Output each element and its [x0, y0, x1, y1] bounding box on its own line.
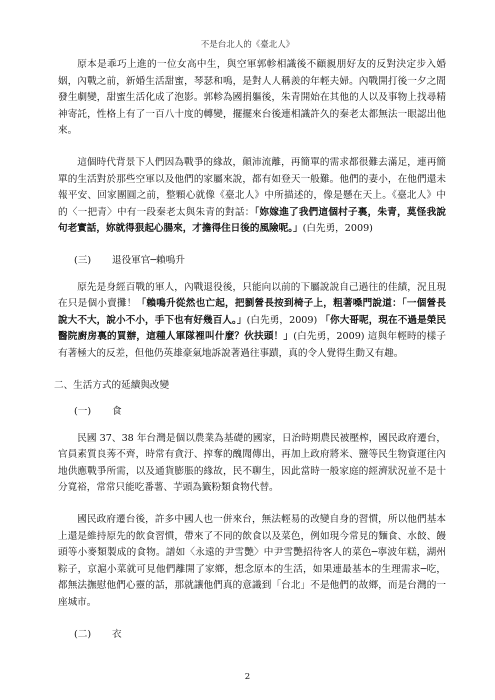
- paragraph-food-habits: 國民政府遷台後，許多中國人也一併來台，無法輕易的改變自身的習慣，所以他們基本上還是維持原先的飲食習慣，帶來了不同的飲食以及菜色，例如現今常見的麵食、水餃、饅頭等小麥類製成的食物。譜如〈永遠的尹雪艷〉中尹雪艷招待客人的菜色─寧波年糕，湖州粽子，京滬小菜就可見他們離開了家鄉，想念原本的生活，如果連最基本的生理需求─吃，都無法撫慰他們心靈的話，那就讓他們真的意識到「台北」不是他們的故鄉，而是台灣的一座城市。: [58, 514, 446, 609]
- page-content: [54, 57, 447, 643]
- running-header: 不是台北人的《臺北人》: [200, 40, 295, 50]
- section-heading-lai-ming-sheng: [58, 253, 446, 270]
- chapter-heading-lifestyle: 二、生活方式的延續與改變: [54, 379, 170, 391]
- section-title: 退役軍官─賴鳴升: [112, 254, 185, 266]
- paragraph-text: 原先是身經百戰的軍人，內戰退役後，只能向以前的下屬說說自己過往的佳績，況且現在只是個小賣攤！: [58, 281, 446, 310]
- quote-bold: 「賴鳴升從然也亡起，把劉營長按到椅子上，粗著嗓門說道：「一個營長說大不大，說小不小，手下也有好幾百人。」: [58, 298, 446, 326]
- section-heading-food: [58, 404, 446, 421]
- citation: (白先勇，2009): [246, 314, 321, 326]
- section-title: 衣: [112, 628, 122, 640]
- paragraph-text: 這個時代背景下人們因為戰爭的緣故，顛沛流離，再簡單的需求都很難去滿足，連再簡單的生活對於那些空軍以及他們的家屬來說，都有如登天一般難。他們的妻小，在他們還未報平安、回家團圓之前，整顆心就像《臺北人》中所描述的，像是懸在天上。《臺北人》中的〈一把青〉中有一段秦老太與朱青的對話：: [58, 156, 446, 218]
- citation: (白先勇，2009): [302, 223, 373, 235]
- page-number: 2: [244, 672, 251, 682]
- quote-bold: 「你大哥呢，現在不過是榮民醫院廚房裏的買辦，這種人軍隊裡叫什麼？伙扶頭！」: [58, 314, 447, 343]
- paragraph-lai-ming-sheng: [58, 280, 446, 363]
- section-number: (一): [74, 406, 92, 418]
- section-heading-clothing: [58, 627, 446, 644]
- paragraph-food-economy: 民國 37、38 年台灣是個以農業為基礎的國家，日治時期農民被壓榨，國民政府遷台，官員素質良莠不齊，時常有貪汙、搾奪的醜聞傳出，再加上政府將米、鹽等民生物資運往內地供應戰爭所需，以及通貨膨脹的緣故，民不聊生，因此當時一般家庭的經濟狀況並不是十分寬裕，常常只能吃番薯、芋頭為籤粉類食物代替。: [58, 432, 446, 494]
- paragraph-war-background: [58, 155, 446, 238]
- section-title: 食: [112, 406, 122, 418]
- section-number: (三): [74, 254, 92, 266]
- paragraph-zhu-qing: 原本是乖巧上進的一位女高中生，與空軍郭軫相識後不顧親朋好友的反對決定步入婚姻，內戰之前，新婚生活甜蜜，琴瑟和鳴，是對人人稱羨的年輕夫婦。內戰開打後一夕之間發生劇變，甜蜜生活化成了泡影。郭軫為國捐軀後，朱青開始在其他的人以及事物上找尋精神寄託，性格上有了一百八十度的轉變，擺擺來台後連相識許久的秦老太都無法一眼認出他來。: [58, 59, 446, 137]
- section-number: (二): [74, 628, 92, 640]
- quote-bold: 「妳嫁進了我們這個村子裏，朱青，莫怪我說句老實話，妳就得狠起心腸來，才擔得住日後的風險呢。」: [58, 206, 446, 235]
- paragraph-text: (白先勇，2009) 這與年輕時的樣子有著極大的反差，但他仍英雄豪氣地訴說著過往事蹟，真的令人覺得生動又有趣。: [58, 331, 447, 359]
